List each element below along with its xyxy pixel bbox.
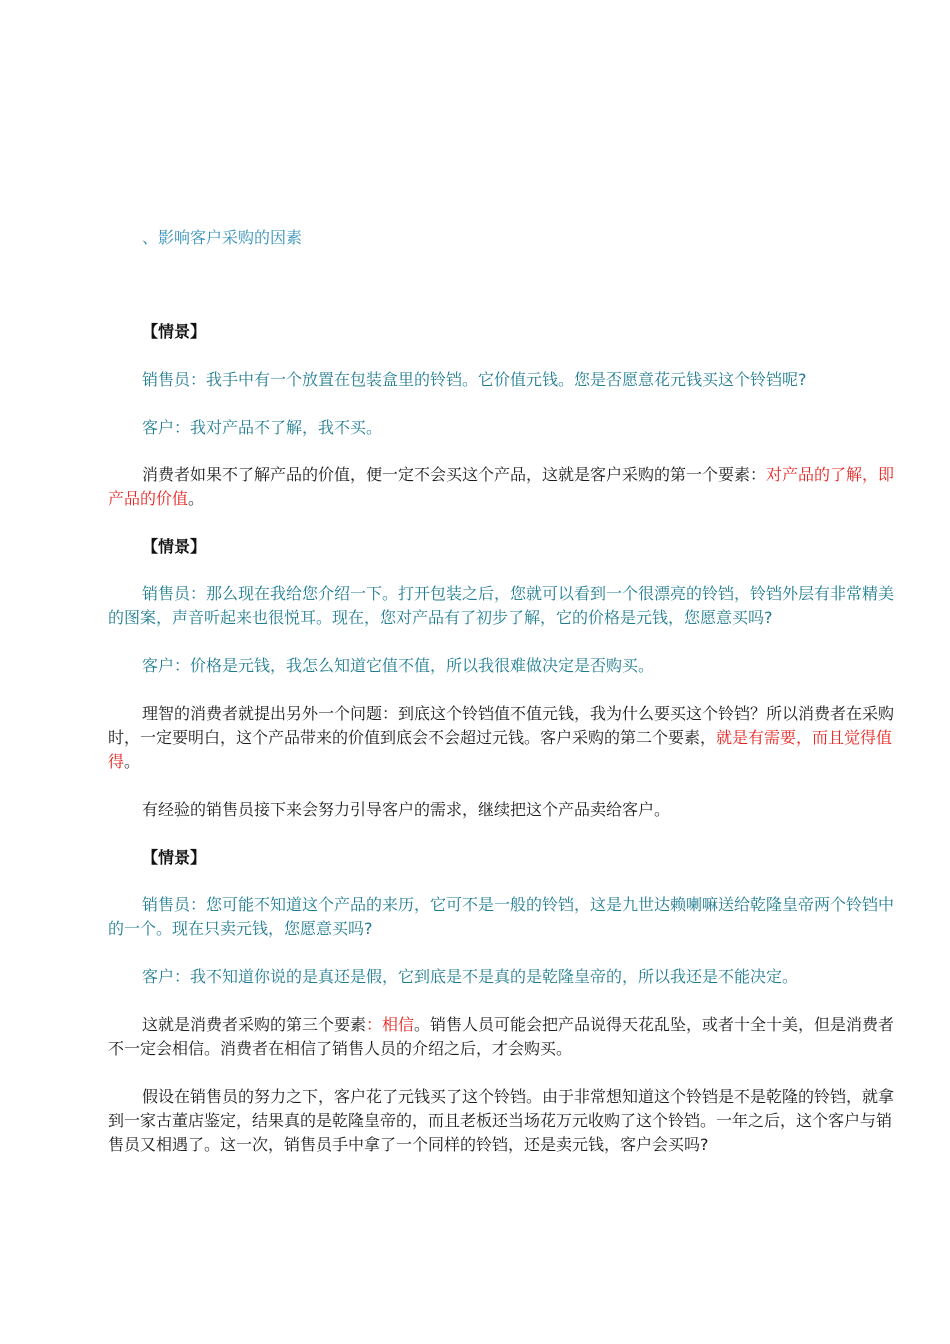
scene2-analysis-end: 。 — [124, 752, 141, 771]
scene3-analysis — [108, 1013, 898, 1061]
final-scenario: 假设在销售员的努力之下，客户花了元钱买了这个铃铛。由于非常想知道这个铃铛是不是乾隆的铃铛，就拿到一家古董店鉴定，结果真的是乾隆皇帝的，而且老板还当场花万元收购了这个铃铛。一年之后，这个客户与销售员又相遇了。这一次，销售员手中拿了一个同样的铃铛，还是卖元钱，客户会买吗? — [108, 1087, 895, 1154]
scene3-analysis-rest: 。销售人员可能会把产品说得天花乱坠，或者十全十美，但是消费者不一定会相信。消费者在相信了销售人员的介绍之后，才会购买。 — [108, 1015, 895, 1058]
scene-label-2: 【情景】 — [142, 537, 207, 556]
factor-3-highlight: ：相信 — [366, 1015, 415, 1034]
factor-1-highlight: 对产品的了解，即产品的价值 — [108, 465, 895, 508]
scene2-guide: 有经验的销售员接下来会努力引导客户的需求，继续把这个产品卖给客户。 — [142, 800, 671, 819]
factor-2-highlight: 就是有需要，而且觉得值得 — [108, 728, 893, 771]
scene3-salesperson-line: 销售员：您可能不知道这个产品的来历，它可不是一般的铃铛，这是九世达赖喇嘛送给乾隆皇帝两个铃铛中的一个。现在只卖元钱，您愿意买吗? — [108, 895, 895, 938]
scene1-analysis-text: 消费者如果不了解产品的价值，便一定不会买这个产品，这就是客户采购的第一个要素： — [142, 465, 767, 484]
section-heading: 、影响客户采购的因素 — [142, 228, 303, 247]
scene2-analysis-text: 理智的消费者就提出另外一个问题：到底这个铃铛值不值元钱，我为什么要买这个铃铛？所以消费者在采购时，一定要明白，这个产品带来的价值到底会不会超过元钱。客户采购的第二个要素， — [108, 704, 895, 747]
scene3-analysis-text: 这就是消费者采购的第三个要素 — [142, 1015, 367, 1034]
scene1-salesperson-line: 销售员：我手中有一个放置在包装盒里的铃铛。它价值元钱。您是否愿意花元钱买这个铃铛呢? — [142, 370, 807, 389]
scene-label-3: 【情景】 — [142, 848, 207, 867]
scene2-salesperson-line: 销售员：那么现在我给您介绍一下。打开包装之后，您就可以看到一个很漂亮的铃铛，铃铛外层有非常精美的图案，声音听起来也很悦耳。现在，您对产品有了初步了解，它的价格是元钱，您愿意买吗? — [108, 584, 895, 627]
scene3-customer-line: 客户：我不知道你说的是真还是假，它到底是不是真的是乾隆皇帝的，所以我还是不能决定。 — [142, 967, 799, 986]
scene2-analysis — [108, 702, 898, 774]
scene1-customer-line: 客户：我对产品不了解，我不买。 — [142, 418, 383, 437]
scene1-analysis-end: 。 — [188, 489, 205, 508]
scene2-customer-line: 客户：价格是元钱，我怎么知道它值不值，所以我很难做决定是否购买。 — [142, 656, 655, 675]
scene1-analysis — [108, 463, 898, 511]
scene-label-1: 【情景】 — [142, 322, 207, 341]
